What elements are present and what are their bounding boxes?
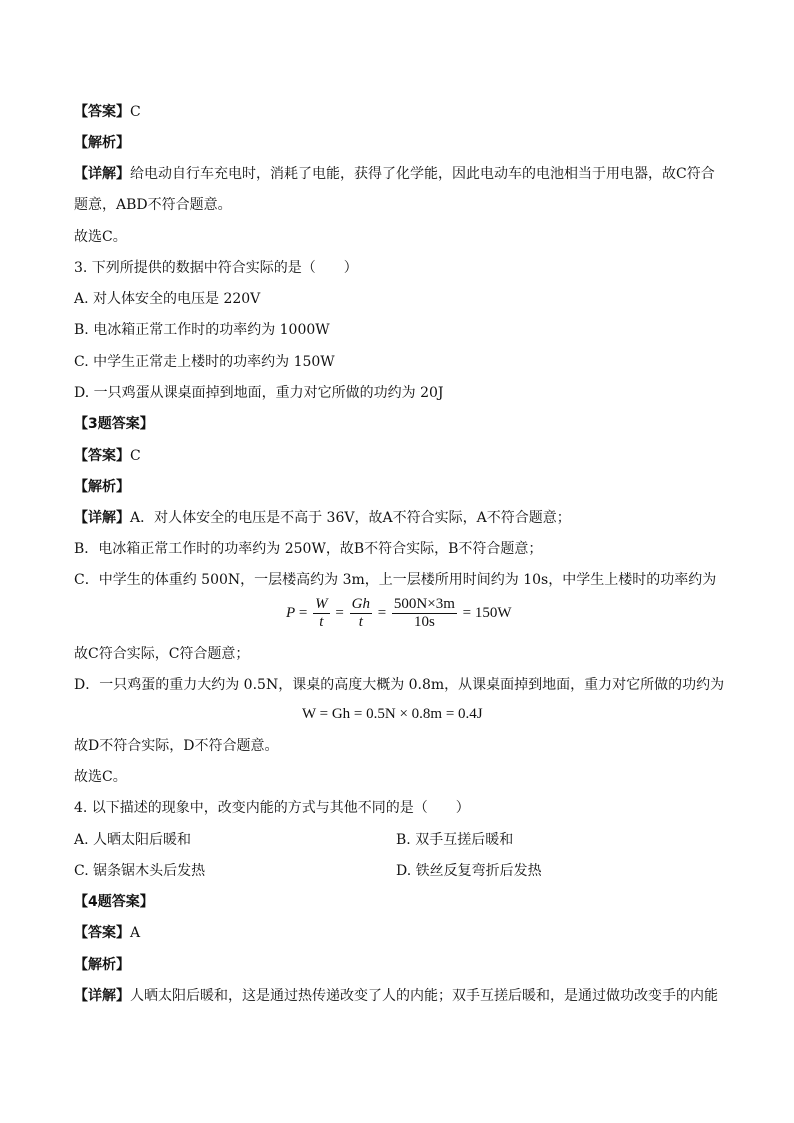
question-3-detail-4: 故C符合实际，C符合题意； <box>74 646 250 662</box>
question-4-options-row-2 <box>74 862 734 880</box>
detail-text: 给电动自行车充电时，消耗了电能，获得了化学能，因此电动车的电池相当于用电器，故C符合 <box>130 166 715 182</box>
answer-tag: 【答案】 <box>74 925 130 941</box>
detail-line <box>74 165 715 183</box>
question-3-answer-line <box>74 447 141 465</box>
detail-text: 人晒太阳后暖和，这是通过热传递改变了人的内能；双手互搓后暖和，是通过做功改变手的内能 <box>130 988 718 1004</box>
fraction-denominator: t <box>358 614 363 630</box>
answer-line <box>74 103 141 121</box>
detail-line-cont: 题意，ABD不符合题意。 <box>74 197 232 213</box>
fraction-numerator: 500N×3m <box>393 596 455 612</box>
question-3-option-b: B. 电冰箱正常工作时的功率约为 1000W <box>74 322 330 338</box>
fraction-numerator: Gh <box>351 596 370 612</box>
question-4-option-d: D. 铁丝反复弯折后发热 <box>396 863 542 879</box>
question-3-detail-3: C．中学生的体重约 500N，一层楼高约为 3m，上一层楼所用时间约为 10s，中学生上楼时的功率约为 <box>74 572 717 588</box>
power-formula <box>286 596 512 631</box>
formula-result: = 150W <box>462 604 512 621</box>
question-3-detail-6: 故D不符合实际，D不符合题意。 <box>74 738 279 754</box>
question-4-options-row-1 <box>74 831 734 849</box>
fraction-denominator: 10s <box>413 614 435 630</box>
detail-text: A．对人体安全的电压是不高于 36V，故A不符合实际，A不符合题意； <box>130 510 571 526</box>
answer-value: C <box>130 104 141 120</box>
question-4-option-b: B. 双手互搓后暖和 <box>396 832 514 848</box>
question-3-detail-1 <box>74 509 571 527</box>
question-3-detail-5: D．一只鸡蛋的重力大约为 0.5N，课桌的高度大概为 0.8m，从课桌面掉到地面，重力对它所做的功约为 <box>74 677 725 693</box>
question-3: 3. 下列所提供的数据中符合实际的是（ ） <box>74 260 358 276</box>
detail-tag: 【详解】 <box>74 510 130 526</box>
answer-value: A <box>130 925 141 941</box>
question-4-option-c: C. 锯条锯木头后发热 <box>74 863 206 879</box>
answer-tag: 【答案】 <box>74 104 130 120</box>
answer-value: C <box>130 448 141 464</box>
formula-eq: = <box>335 604 344 621</box>
question-3-analysis-tag: 【解析】 <box>74 479 130 495</box>
question-4-analysis-tag: 【解析】 <box>74 957 130 973</box>
question-3-option-d: D. 一只鸡蛋从课桌面掉到地面，重力对它所做的功约为 20J <box>74 385 444 401</box>
detail-tag: 【详解】 <box>74 166 130 182</box>
fraction-gh-over-t <box>350 596 372 631</box>
question-3-answer-heading: 【3题答案】 <box>74 416 154 432</box>
question-4-answer-line <box>74 924 140 942</box>
detail-tag: 【详解】 <box>74 988 130 1004</box>
answer-tag: 【答案】 <box>74 448 130 464</box>
formula-eq: = <box>377 604 387 621</box>
fraction-numerator: W <box>315 596 328 612</box>
question-4-option-a: A. 人晒太阳后暖和 <box>74 832 192 848</box>
fraction-w-over-t <box>313 596 330 631</box>
formula-lhs: P <box>286 604 296 621</box>
question-3-detail-2: B．电冰箱正常工作时的功率约为 250W，故B不符合实际，B不符合题意； <box>74 541 543 557</box>
question-4-detail-1 <box>74 987 718 1005</box>
formula-eq: = <box>298 604 308 621</box>
work-formula: W = Gh = 0.5N × 0.8m = 0.4J <box>302 706 483 722</box>
fraction-denominator: t <box>319 614 324 630</box>
question-3-conclusion: 故选C。 <box>74 769 127 785</box>
fraction-values <box>392 596 457 631</box>
question-4: 4. 以下描述的现象中，改变内能的方式与其他不同的是（ ） <box>74 800 470 816</box>
question-3-option-a: A. 对人体安全的电压是 220V <box>74 291 261 307</box>
analysis-tag: 【解析】 <box>74 135 130 151</box>
question-3-option-c: C. 中学生正常走上楼时的功率约为 150W <box>74 354 335 370</box>
conclusion-line: 故选C。 <box>74 229 127 245</box>
question-4-answer-heading: 【4题答案】 <box>74 894 154 910</box>
